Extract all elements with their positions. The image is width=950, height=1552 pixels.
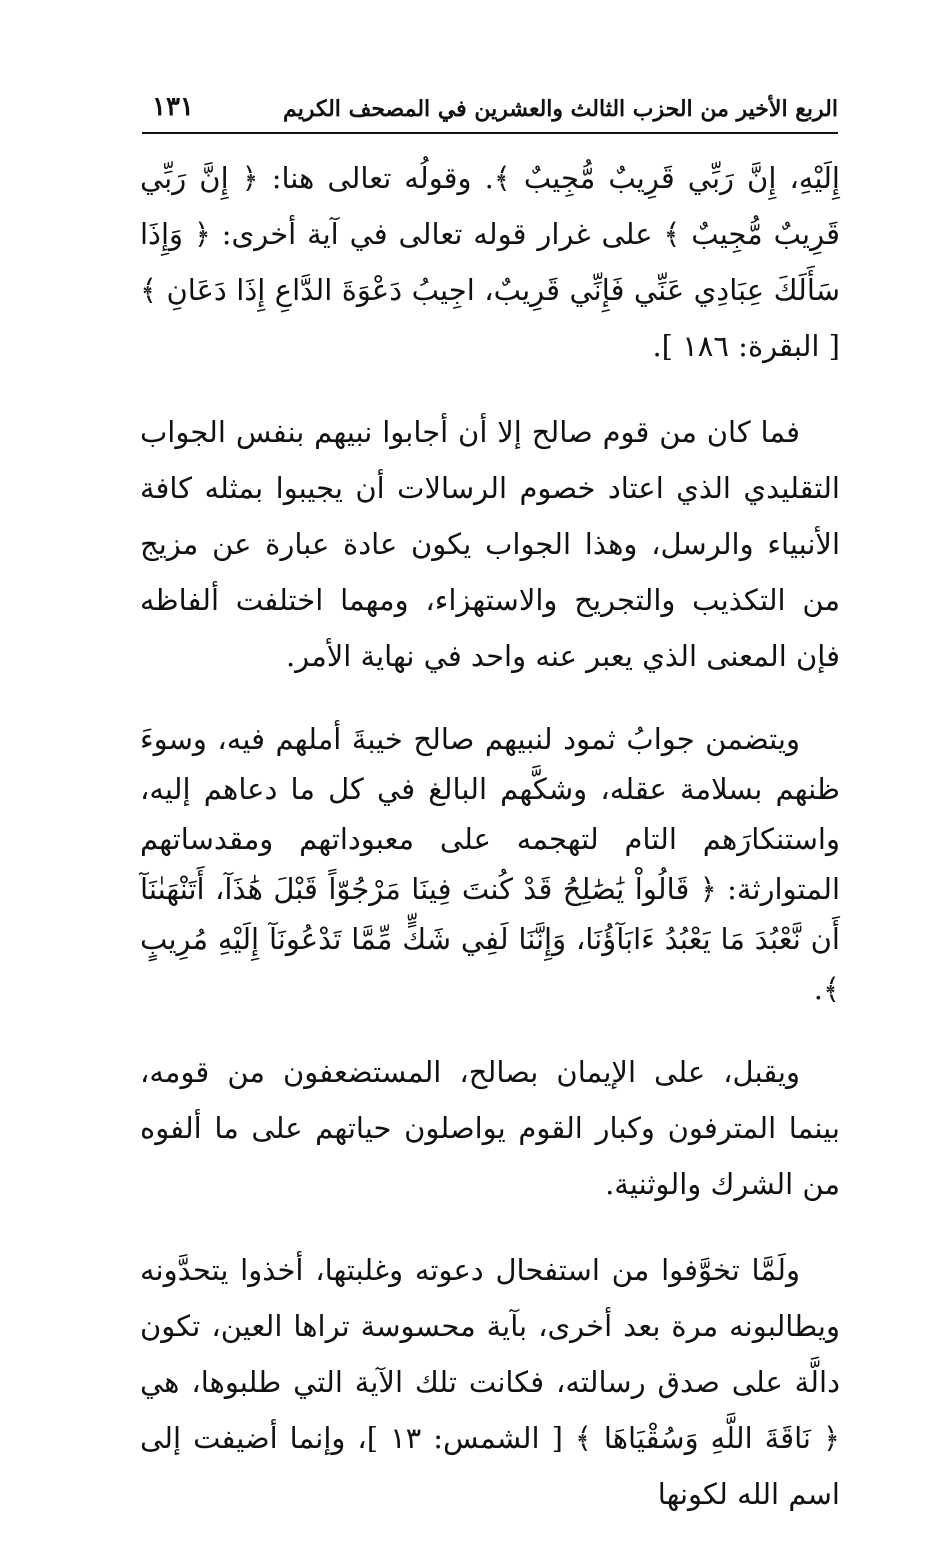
body-text bbox=[140, 150, 840, 1552]
page-number: ١٣١ bbox=[152, 92, 194, 122]
running-header bbox=[142, 86, 838, 134]
header-title: الربع الأخير من الحزب الثالث والعشرين في المصحف الكريم bbox=[283, 96, 838, 122]
paragraph: ويقبل، على الإيمان بصالح، المستضعفون من قومه، بينما المترفون وكبار القوم يواصلون حياتهم على ما ألفوه من الشرك والوثنية. bbox=[140, 1055, 840, 1201]
paragraph: ولَمَّا تخوَّفوا من استفحال دعوته وغلبتها، أخذوا يتحدَّونه ويطالبونه مرة بعد أخرى، بآية محسوسة تراها العين، تكون دالَّة على صدق رسالته، فكانت تلك الآية التي طلبوها، هي ﴿ نَاقَةَ اللَّهِ وَسُقْيَاهَا ﴾ [ الشمس: ١٣ ]، وإنما أضيفت إلى اسم الله لكونها bbox=[140, 1253, 840, 1511]
paragraph: إِلَيْهِ، إِنَّ رَبِّي قَرِيبٌ مُّجِيبٌ ﴾. وقولُه تعالى هنا: ﴿ إِنَّ رَبِّي قَرِيبٌ مُّجِيبٌ ﴾ على غرار قوله تعالى في آية أخرى: ﴿ وَإِذَا سَأَلَكَ عِبَادِي عَنِّي فَإِنِّي قَرِيبٌ، اجِيبُ دَعْوَةَ الدَّاعِ إِذَا دَعَانِ ﴾ [ البقرة: ١٨٦ ]. bbox=[140, 161, 840, 363]
paragraph: ويتضمن جوابُ ثمود لنبيهم صالح خيبةَ أملهم فيه، وسوءَ ظنهم بسلامة عقله، وشكَّهم البالغ في كل ما دعاهم إليه، واستنكارَهم التام لتهجمه على معبوداتهم ومقدساتهم المتوارثة: ﴿ قَالُواْ يَٰصَٰلِحُ قَدْ كُنتَ فِينَا مَرْجُوّاً قَبْلَ هَٰذَآ، أَتَنْهَىٰنَآ أَن نَّعْبُدَ مَا يَعْبُدُ ءَابَآؤُنَا، وَإِنَّنَا لَفِي شَكٍّ مِّمَّا تَدْعُونَآ إِلَيْهِ مُرِيبٍ ﴾. bbox=[140, 722, 840, 1006]
paragraph: فما كان من قوم صالح إلا أن أجابوا نبيهم بنفس الجواب التقليدي الذي اعتاد خصوم الرسالات أن يجيبوا بمثله كافة الأنبياء والرسل، وهذا الجواب يكون عادة عبارة عن مزيج من التكذيب والتجريح والاستهزاء، ومهما اختلفت ألفاظه فإن المعنى الذي يعبر عنه واحد في نهاية الأمر. bbox=[140, 415, 840, 673]
